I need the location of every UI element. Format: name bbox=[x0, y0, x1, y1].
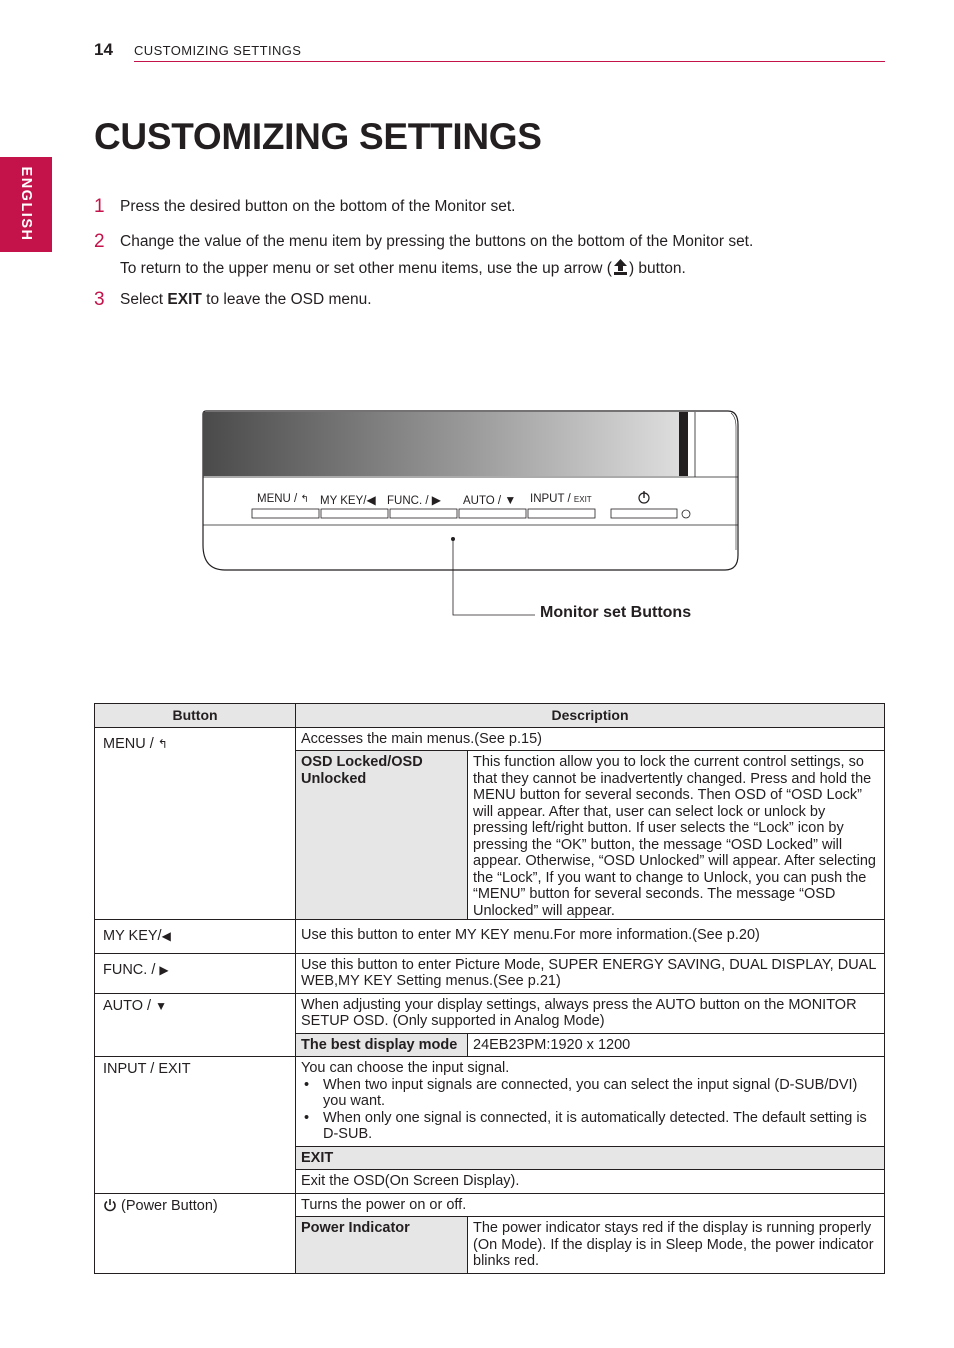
table-row bbox=[95, 953, 885, 993]
table-row bbox=[95, 920, 885, 954]
right-arrow-icon: ▶ bbox=[159, 962, 169, 977]
description-text: When adjusting your display settings, always press the AUTO button on the MONITOR SETUP OSD. (Only supported in Analog Mode) bbox=[296, 994, 884, 1034]
button-cell bbox=[95, 727, 296, 920]
language-label: ENGLISH bbox=[18, 166, 34, 242]
monitor-drawing bbox=[195, 405, 745, 620]
exit-keyword: EXIT bbox=[167, 291, 202, 308]
sub-label: EXIT bbox=[296, 1147, 884, 1171]
left-arrow-icon: ◀ bbox=[161, 929, 171, 943]
description-text: Use this button to enter MY KEY menu.For more information.(See p.20) bbox=[296, 920, 885, 954]
bullet-icon: • bbox=[304, 1076, 310, 1093]
sub-text: Exit the OSD(On Screen Display). bbox=[301, 1173, 520, 1189]
sub-text: The power indicator stays red if the display is running properly (On Mode). If the display is in Sleep Mode, the power indicator blinks red. bbox=[473, 1220, 874, 1269]
header-rule bbox=[134, 61, 885, 62]
menu-label: MENU / bbox=[257, 493, 301, 505]
button-cell: INPUT / EXIT bbox=[95, 1057, 296, 1194]
step-text-part: to leave the OSD menu. bbox=[201, 291, 372, 308]
list-item bbox=[301, 1077, 879, 1110]
button-name: MY KEY/ bbox=[103, 928, 162, 944]
auto-label: AUTO / bbox=[463, 495, 505, 507]
step-number: 3 bbox=[94, 289, 105, 310]
button-cell bbox=[95, 1193, 296, 1273]
table-row bbox=[95, 727, 885, 920]
step-number: 1 bbox=[94, 196, 105, 217]
right-arrow-icon: ▶ bbox=[431, 493, 441, 507]
power-icon bbox=[103, 1198, 117, 1212]
down-arrow-icon: ▼ bbox=[504, 493, 517, 507]
table-row bbox=[95, 1193, 885, 1273]
sub-label: The best display mode bbox=[296, 1034, 468, 1057]
page-title: CUSTOMIZING SETTINGS bbox=[94, 116, 542, 157]
sub-row bbox=[296, 1034, 884, 1057]
button-name: FUNC. / bbox=[103, 961, 160, 978]
sub-row bbox=[296, 1217, 884, 1273]
table-row bbox=[95, 993, 885, 1057]
sub-text: This function allow you to lock the current control settings, so that they cannot be inadvertently changed. Press and hold the MENU button for several seconds. Then OSD of “OSD Lock” will appear. After that, user can select lock or unlock by pressing left/right button. If user selects the “Lock” icon by pressing the “OK” button, the message “OSD Locked” will appear. Otherwise, “OSD Unlocked” will appear. After selecting the “Lock”, If you want to change to Unlock, you can push the “MENU” button for several seconds. The message “OSD Unlocked” will appear. bbox=[473, 754, 876, 919]
description-block bbox=[296, 1057, 884, 1147]
button-label-func bbox=[387, 493, 441, 507]
language-tab bbox=[0, 157, 52, 252]
input-label: INPUT / bbox=[530, 493, 574, 505]
table-row bbox=[95, 1057, 885, 1194]
button-label-menu bbox=[257, 493, 309, 505]
description-text: Turns the power on or off. bbox=[296, 1194, 884, 1218]
description-text: Accesses the main menus.(See p.15) bbox=[296, 728, 884, 752]
func-label: FUNC. / bbox=[387, 495, 432, 507]
button-cell bbox=[95, 953, 296, 993]
monitor-illustration bbox=[195, 405, 745, 620]
description-text: Use this button to enter Picture Mode, SUPER ENERGY SAVING, DUAL DISPLAY, DUAL WEB,MY KEY Setting menus.(See p.21) bbox=[296, 953, 885, 993]
description-cell bbox=[296, 1057, 885, 1194]
description-text: You can choose the input signal. bbox=[301, 1060, 510, 1076]
step-text-part: To return to the upper menu or set other menu items, use the up arrow ( bbox=[120, 260, 612, 277]
button-label-auto bbox=[463, 493, 516, 507]
left-arrow-icon: ◀ bbox=[366, 493, 376, 507]
step-text-part: ) button. bbox=[628, 260, 686, 277]
button-name: AUTO / bbox=[103, 997, 156, 1014]
up-arrow-icon: ↰ bbox=[300, 494, 309, 505]
button-name: (Power Button) bbox=[121, 1197, 218, 1214]
sub-label: Power Indicator bbox=[296, 1217, 468, 1273]
bullet-text: When two input signals are connected, you can select the input signal (D-SUB/DVI) you want. bbox=[323, 1076, 858, 1109]
section-header: CUSTOMIZING SETTINGS bbox=[134, 43, 302, 58]
button-cell bbox=[95, 993, 296, 1057]
description-cell bbox=[296, 993, 885, 1057]
step-text-continued bbox=[120, 259, 686, 278]
sub-label: OSD Locked/OSD Unlocked bbox=[296, 751, 468, 919]
sub-text: 24EB23PM:1920 x 1200 bbox=[473, 1036, 631, 1053]
step-text: Change the value of the menu item by pressing the buttons on the bottom of the Monitor set. bbox=[120, 233, 754, 250]
table-header-row bbox=[95, 704, 885, 728]
down-arrow-icon: ▼ bbox=[155, 998, 167, 1013]
step-text bbox=[120, 291, 372, 309]
button-description-table bbox=[94, 703, 885, 1274]
mykey-label: MY KEY/ bbox=[320, 495, 367, 507]
exit-label: EXIT bbox=[573, 495, 592, 504]
sub-row bbox=[296, 751, 884, 919]
up-arrow-icon bbox=[613, 259, 628, 276]
button-label-mykey bbox=[320, 493, 376, 507]
button-name: MENU / bbox=[103, 735, 158, 752]
up-arrow-icon: ↰ bbox=[157, 736, 168, 751]
bullet-text: When only one signal is connected, it is automatically detected. The default setting is D-SUB. bbox=[323, 1109, 867, 1142]
description-cell bbox=[296, 1193, 885, 1273]
list-item bbox=[301, 1110, 879, 1143]
header-description: Description bbox=[296, 704, 885, 728]
step-text-part: Select bbox=[120, 291, 168, 308]
step-number: 2 bbox=[94, 231, 105, 252]
description-cell bbox=[296, 727, 885, 920]
page-number: 14 bbox=[94, 40, 113, 59]
step-text: Press the desired button on the bottom of the Monitor set. bbox=[120, 198, 516, 215]
callout-label: Monitor set Buttons bbox=[540, 604, 692, 621]
button-cell bbox=[95, 920, 296, 954]
bullet-icon: • bbox=[304, 1109, 310, 1126]
button-label-input bbox=[530, 493, 592, 505]
header-button: Button bbox=[95, 704, 296, 728]
